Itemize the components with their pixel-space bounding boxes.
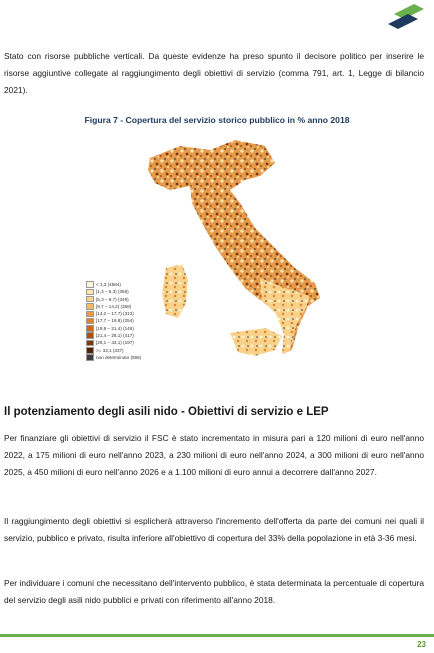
- figure-caption: Figura 7 - Copertura del servizio storico pubblico in % anno 2018: [84, 115, 350, 125]
- legend-label: [1,3 – 5,3) (356): [96, 289, 129, 295]
- logo-icon: [384, 4, 428, 32]
- legend-swatch: [86, 347, 94, 354]
- legend-swatch: [86, 289, 94, 296]
- target-paragraph: Il raggiungimento degli obiettivi si esplicherà attraverso l'incremento dell'offerta da parte dei comuni nei quali il servizio, pubblico e privato, risulta inferiore all'obiettivo di copertura del 33% della popolazione in età 3-36 mesi.: [4, 516, 424, 543]
- footer-divider: [0, 634, 434, 637]
- legend-item: [86, 303, 141, 310]
- legend-item: [86, 347, 141, 354]
- legend-label: < 1,3 (4584): [96, 282, 121, 287]
- legend-item: [86, 332, 141, 339]
- legend-label: [21,4 – 28,1) (417): [96, 333, 134, 339]
- legend-swatch: [86, 354, 94, 361]
- intro-paragraph: Stato con risorse pubbliche verticali. Da queste evidenze ha preso spunto il decisore politico per inserire le risorse aggiuntive collegate al raggiungimento degli obiettivi di servizio (comma 791, art. 1, Legge di bilancio 2021).: [4, 51, 424, 95]
- legend-item: [86, 288, 141, 295]
- legend-swatch: [86, 303, 94, 310]
- legend-swatch: [86, 325, 94, 332]
- legend-item: [86, 325, 141, 332]
- legend-swatch: [86, 296, 94, 303]
- legend-label: [19,8 – 21,4) (146): [96, 325, 134, 331]
- legend-swatch: [86, 281, 94, 288]
- legend-item: [86, 310, 141, 317]
- legend-swatch: [86, 332, 94, 339]
- legend-swatch: [86, 340, 94, 347]
- legend-item: [86, 281, 141, 288]
- legend-item: [86, 354, 141, 361]
- legend-label: [14,2 – 17,7) (313): [96, 311, 134, 317]
- funding-paragraph: Per finanziare gli obiettivi di servizio il FSC è stato incrementato in misura pari a 120 milioni di euro nell'anno 2022, a 175 milioni di euro nell'anno 2023, a 230 milioni di euro nell'anno 2024, a 300 milioni di euro nell'anno 2025, a 450 milioni di euro nell'anno 2026 e a 1.100 milioni di euro annui a decorrere dall'anno 2027.: [4, 433, 424, 477]
- legend-item: [86, 296, 141, 303]
- legend-label: [28,1 – 33,1) (197): [96, 340, 134, 346]
- legend-item: [86, 317, 141, 324]
- map-legend: [86, 281, 141, 361]
- legend-label: [5,3 – 9,7) (349): [96, 296, 129, 302]
- section-heading: Il potenziamento degli asili nido - Obiettivi di servizio e LEP: [4, 406, 329, 418]
- page-number: 23: [417, 640, 426, 649]
- legend-label: [17,7 – 19,8) (254): [96, 318, 134, 324]
- legend-swatch: [86, 318, 94, 325]
- legend-label: [9,7 – 14,2) (358): [96, 303, 132, 309]
- method-paragraph: Per individuare i comuni che necessitano dell'intervento pubblico, è stata determinata la percentuale di copertura del servizio degli asili nido pubblici e privati con riferimento all'anno 2018.: [4, 578, 424, 605]
- legend-label: >= 33,1 (337): [96, 347, 124, 353]
- legend-item: [86, 339, 141, 346]
- legend-label: non determinato (595): [96, 354, 142, 360]
- legend-swatch: [86, 311, 94, 318]
